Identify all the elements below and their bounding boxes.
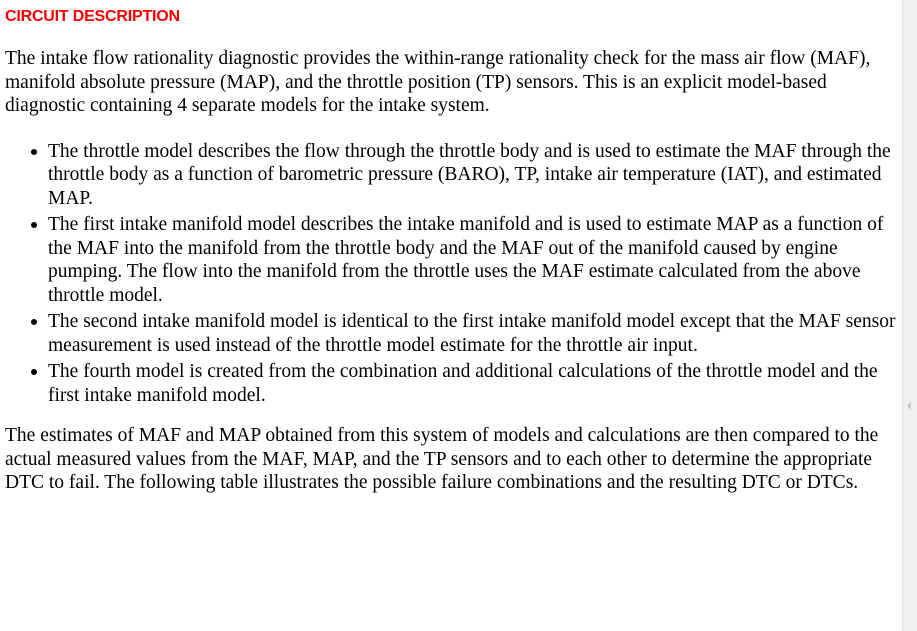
intro-paragraph: The intake flow rationality diagnostic provides the within-range rationality check for the mass air flow (MAF), manifold absolute pressure (MAP), and the throttle position (TP) sensors. This is an explicit model-based diagnostic containing 4 separate models for the intake system. xyxy=(5,48,871,116)
list-item xyxy=(5,360,899,407)
bullet-icon xyxy=(31,149,37,155)
bullet-icon xyxy=(31,369,37,375)
list-item-text: The second intake manifold model is identical to the first intake manifold model except that the MAF sensor measurement is used instead of the throttle model estimate for the throttle air input. xyxy=(48,311,896,356)
list-item xyxy=(5,140,899,211)
scroll-left-arrow-icon[interactable] xyxy=(907,402,911,410)
section-heading: CIRCUIT DESCRIPTION xyxy=(5,8,180,25)
list-item xyxy=(5,310,899,357)
document-content xyxy=(5,0,899,495)
bullet-icon xyxy=(31,319,37,325)
vertical-scrollbar[interactable] xyxy=(902,0,917,631)
list-item-text: The throttle model describes the flow through the throttle body and is used to estimate the MAF through the throttle body as a function of barometric pressure (BARO), TP, intake air temperature (IAT), and estimated MAP. xyxy=(48,140,891,209)
model-list xyxy=(5,140,899,408)
list-item-text: The first intake manifold model describes the intake manifold and is used to estimate MAP as a function of the MAF into the manifold from the throttle body and the MAF out of the manifold caused by engine pumping. The flow into the manifold from the throttle uses the MAF estimate calculated from the above throttle model. xyxy=(48,214,884,306)
outro-paragraph: The estimates of MAF and MAP obtained from this system of models and calculations are then compared to the actual measured values from the MAF, MAP, and the TP sensors and to each other to determine the appropriate DTC to fail. The following table illustrates the possible failure combinations and the resulting DTC or DTCs. xyxy=(5,425,879,493)
list-item-text: The fourth model is created from the combination and additional calculations of the throttle model and the first intake manifold model. xyxy=(48,361,878,406)
bullet-icon xyxy=(31,222,37,228)
list-item xyxy=(5,213,899,307)
